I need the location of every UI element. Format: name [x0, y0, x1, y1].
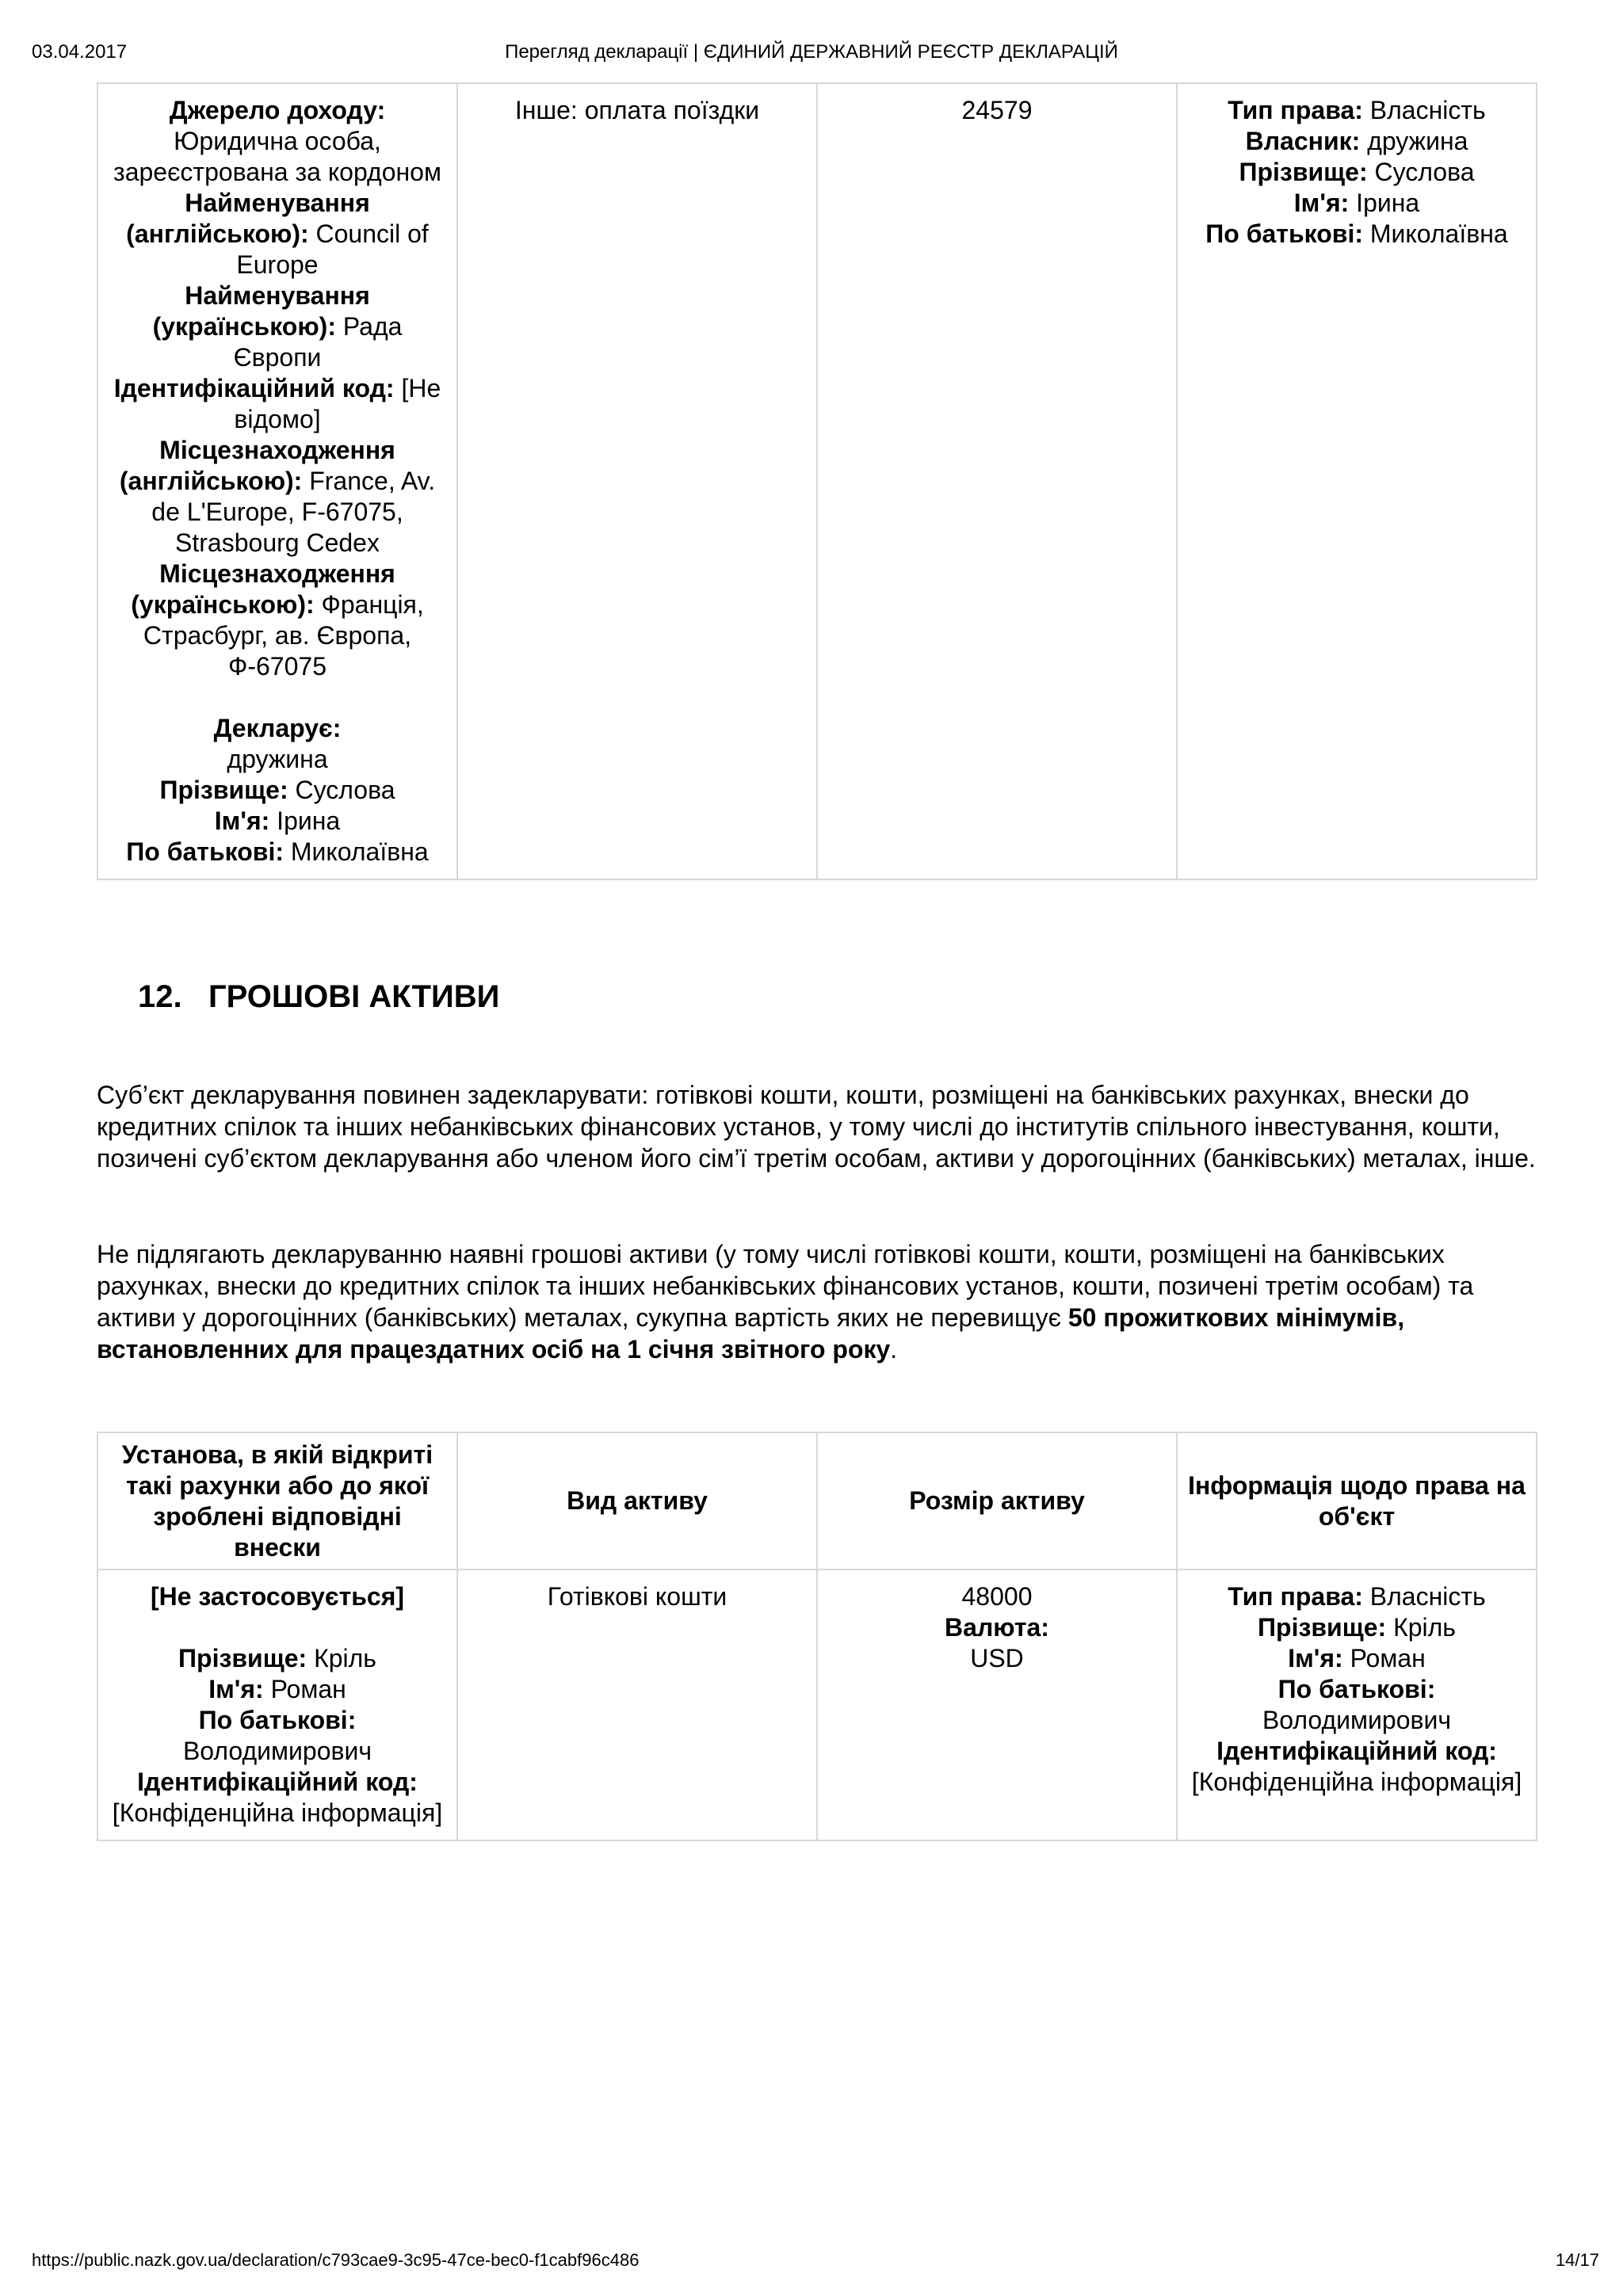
- section-description: Суб’єкт декларування повинен задекларувати: готівкові кошти, кошти, розміщені на банківських рахунках, внески до кредитних спілок та інших небанківських фінансових установ, у тому числі до інститутів спільного інвестування, кошти, позичені суб’єктом декларування або членом його сім’ї третім особам, активи у дорогоцінних (банківських) металах, інше.: [97, 1081, 1536, 1173]
- income-table: [97, 82, 1537, 880]
- page-url: https://public.nazk.gov.ua/declaration/c793cae9-3c95-47ce-bec0-f1cabf96c486: [32, 2250, 640, 2270]
- print-date: 03.04.2017: [32, 41, 128, 63]
- asset-right-cell: Тип права: Власність Прізвище: Кріль Ім'я: Роман По батькові: Володимирович Ідентифікаційний код: [Конфіденційна інформація]: [1177, 1569, 1537, 1840]
- asset-type-cell: Готівкові кошти: [457, 1569, 817, 1840]
- section-heading: 12. ГРОШОВІ АКТИВИ: [138, 979, 500, 1014]
- column-header: Установа, в якій відкриті такі рахунки або до якої зроблені відповідні внески: [97, 1432, 457, 1569]
- column-header: Розмір активу: [817, 1432, 1177, 1569]
- table-header-row: [97, 1432, 1537, 1569]
- income-source-cell: Джерело доходу: Юридична особа, зареєстрована за кордоном Найменування (англійською): Council of Europe Найменування (українською): Рада Європи Ідентифікаційний код: [Не відомо] Місцезнаходження (англійською): France, Av. de L'Europe, F-67075, Strasbourg Cedex Місцезнаходження (українською): Франція, Страсбург, ав. Європа, Ф-67075 Декларує: дружина Прізвище: Суслова Ім'я: Ірина По батькові: Миколаївна: [97, 83, 457, 879]
- asset-institution-cell: [Не застосовується] Прізвище: Кріль Ім'я: Роман По батькові: Володимирович Ідентифікаційний код: [Конфіденційна інформація]: [97, 1569, 457, 1840]
- page-header: [32, 41, 1591, 65]
- table-row: [97, 1569, 1537, 1840]
- income-amount-cell: 24579: [817, 83, 1177, 879]
- column-header: Вид активу: [457, 1432, 817, 1569]
- section-exemption-note: Не підлягають декларуванню наявні грошові активи (у тому числі готівкові кошти, кошти, розміщені на банківських рахунках, внески до кредитних спілок та інших небанківських фінансових установ, кошти, позичені третім особам) та активи у дорогоцінних (банківських) металах, сукупна вартість яких не перевищує 50 прожиткових мінімумів, встановленних для працездатних осіб на 1 січня звітного року.: [97, 1240, 1474, 1363]
- table-row: [97, 83, 1537, 879]
- page-number: 14/17: [1555, 2250, 1599, 2270]
- page-title: Перегляд декларації | ЄДИНИЙ ДЕРЖАВНИЙ РЕЄСТР ДЕКЛАРАЦІЙ: [505, 41, 1118, 63]
- assets-table: [97, 1432, 1537, 1841]
- column-header: Інформація щодо права на об'єкт: [1177, 1432, 1537, 1569]
- income-right-cell: Тип права: Власність Власник: дружина Прізвище: Суслова Ім'я: Ірина По батькові: Миколаївна: [1177, 83, 1537, 879]
- income-type-cell: Інше: оплата поїздки: [457, 83, 817, 879]
- asset-amount-cell: 48000 Валюта: USD: [817, 1569, 1177, 1840]
